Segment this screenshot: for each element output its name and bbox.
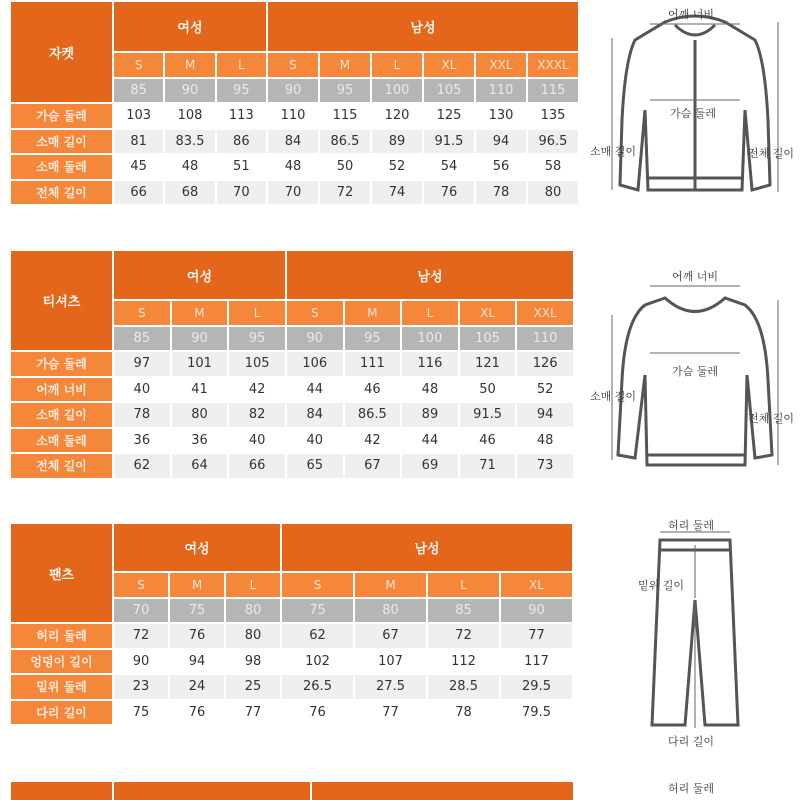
- measurement-value: 68: [165, 181, 214, 205]
- size-number: 115: [528, 79, 578, 102]
- measurement-value: 66: [114, 181, 163, 205]
- measurement-value: 112: [428, 650, 499, 674]
- measurement-value: 42: [345, 429, 401, 453]
- measurement-value: 76: [424, 181, 474, 205]
- row-label: 소매 둘레: [11, 155, 112, 179]
- measurement-value: 45: [114, 155, 163, 179]
- measurement-value: 62: [282, 624, 353, 648]
- measurement-value: 105: [229, 352, 285, 376]
- size-label: XL: [501, 573, 572, 597]
- measurement-value: 106: [287, 352, 343, 376]
- measurement-value: 103: [114, 104, 163, 128]
- measurement-value: 62: [114, 454, 170, 478]
- category-header: 팬츠: [11, 524, 112, 622]
- measurement-value: 97: [114, 352, 170, 376]
- size-number: 95: [320, 79, 370, 102]
- measurement-value: 98: [226, 650, 280, 674]
- measurement-value: 51: [217, 155, 266, 179]
- measurement-value: 48: [268, 155, 318, 179]
- measurement-value: 125: [424, 104, 474, 128]
- measurement-value: 101: [172, 352, 228, 376]
- row-label: 가슴 둘레: [11, 352, 112, 376]
- measurement-value: 25: [226, 675, 280, 699]
- jacket-chest-label: 가슴 둘레: [670, 107, 717, 120]
- tshirt-sleeve-label: 소매 길이: [590, 390, 637, 403]
- pants-icon: [620, 510, 800, 755]
- partial-women-header: [114, 782, 310, 800]
- pants-rise-label: 밑위 길이: [638, 579, 685, 592]
- size-number: 95: [229, 327, 285, 350]
- size-label: XXXL: [528, 53, 578, 77]
- measurement-value: 81: [114, 130, 163, 154]
- measurement-value: 76: [282, 701, 353, 725]
- measurement-value: 26.5: [282, 675, 353, 699]
- bottom-waist-label: 허리 둘레: [668, 782, 715, 795]
- measurement-value: 135: [528, 104, 578, 128]
- size-label: XXL: [517, 301, 573, 325]
- measurement-value: 73: [517, 454, 573, 478]
- size-label: M: [345, 301, 401, 325]
- size-label: M: [172, 301, 228, 325]
- measurement-value: 44: [287, 378, 343, 402]
- measurement-value: 36: [114, 429, 170, 453]
- size-number: 90: [268, 79, 318, 102]
- size-label: M: [355, 573, 426, 597]
- row-label: 밑위 둘레: [11, 675, 112, 699]
- size-label: S: [287, 301, 343, 325]
- row-label: 다리 길이: [11, 701, 112, 725]
- measurement-value: 77: [226, 701, 280, 725]
- size-label: M: [170, 573, 224, 597]
- size-number: 90: [165, 79, 214, 102]
- size-number: 95: [345, 327, 401, 350]
- measurement-value: 67: [355, 624, 426, 648]
- measurement-value: 126: [517, 352, 573, 376]
- jacket-total-label: 전체 길이: [748, 147, 795, 160]
- measurement-value: 23: [114, 675, 168, 699]
- size-label: L: [229, 301, 285, 325]
- size-number: 85: [114, 79, 163, 102]
- measurement-value: 107: [355, 650, 426, 674]
- measurement-value: 72: [320, 181, 370, 205]
- men-header: 남성: [268, 2, 578, 51]
- row-label: 어깨 너비: [11, 378, 112, 402]
- women-header: 여성: [114, 251, 285, 299]
- women-header: 여성: [114, 524, 280, 571]
- measurement-value: 89: [372, 130, 422, 154]
- category-header: 티셔츠: [11, 251, 112, 350]
- measurement-value: 40: [287, 429, 343, 453]
- measurement-value: 40: [114, 378, 170, 402]
- measurement-value: 27.5: [355, 675, 426, 699]
- measurement-value: 28.5: [428, 675, 499, 699]
- measurement-value: 48: [517, 429, 573, 453]
- measurement-value: 54: [424, 155, 474, 179]
- row-label: 소매 둘레: [11, 429, 112, 453]
- size-number: 95: [217, 79, 266, 102]
- size-label: L: [402, 301, 458, 325]
- size-table-2: [11, 524, 572, 724]
- row-label: 소매 길이: [11, 403, 112, 427]
- size-label: L: [428, 573, 499, 597]
- row-label: 소매 길이: [11, 130, 112, 154]
- measurement-value: 83.5: [165, 130, 214, 154]
- size-label: S: [282, 573, 353, 597]
- measurement-value: 36: [172, 429, 228, 453]
- size-label: S: [114, 53, 163, 77]
- measurement-value: 44: [402, 429, 458, 453]
- measurement-value: 108: [165, 104, 214, 128]
- partial-men-header: [312, 782, 573, 800]
- women-header: 여성: [114, 2, 266, 51]
- measurement-value: 66: [229, 454, 285, 478]
- size-number: 85: [428, 599, 499, 622]
- size-number: 110: [476, 79, 526, 102]
- size-number: 80: [355, 599, 426, 622]
- size-label: XXL: [476, 53, 526, 77]
- measurement-value: 84: [268, 130, 318, 154]
- row-label: 전체 길이: [11, 181, 112, 205]
- size-number: 90: [501, 599, 572, 622]
- pants-leg-label: 다리 길이: [668, 735, 715, 748]
- measurement-value: 56: [476, 155, 526, 179]
- pants-waist-label: 허리 둘레: [668, 519, 715, 532]
- size-number: 90: [172, 327, 228, 350]
- measurement-value: 69: [402, 454, 458, 478]
- measurement-value: 58: [528, 155, 578, 179]
- measurement-value: 96.5: [528, 130, 578, 154]
- measurement-value: 86.5: [320, 130, 370, 154]
- measurement-value: 72: [428, 624, 499, 648]
- measurement-value: 71: [460, 454, 516, 478]
- measurement-value: 102: [282, 650, 353, 674]
- size-number: 100: [372, 79, 422, 102]
- measurement-value: 115: [320, 104, 370, 128]
- measurement-value: 65: [287, 454, 343, 478]
- size-number: 100: [402, 327, 458, 350]
- pants-illustration: [620, 510, 800, 755]
- measurement-value: 67: [345, 454, 401, 478]
- measurement-value: 90: [114, 650, 168, 674]
- measurement-value: 121: [460, 352, 516, 376]
- measurement-value: 50: [320, 155, 370, 179]
- size-number: 90: [287, 327, 343, 350]
- measurement-value: 77: [501, 624, 572, 648]
- measurement-value: 113: [217, 104, 266, 128]
- measurement-value: 76: [170, 701, 224, 725]
- measurement-value: 72: [114, 624, 168, 648]
- row-label: 전체 길이: [11, 454, 112, 478]
- measurement-value: 78: [476, 181, 526, 205]
- measurement-value: 79.5: [501, 701, 572, 725]
- row-label: 엉덩이 길이: [11, 650, 112, 674]
- size-label: M: [165, 53, 214, 77]
- row-label: 허리 둘레: [11, 624, 112, 648]
- jacket-sleeve-label: 소매 길이: [590, 145, 637, 158]
- partial-corner-cell: [11, 782, 112, 800]
- size-label: XL: [424, 53, 474, 77]
- measurement-value: 74: [372, 181, 422, 205]
- size-number: 80: [226, 599, 280, 622]
- tshirt-shoulder-label: 어깨 너비: [672, 270, 719, 283]
- measurement-value: 76: [170, 624, 224, 648]
- measurement-value: 91.5: [460, 403, 516, 427]
- measurement-value: 24: [170, 675, 224, 699]
- size-label: L: [226, 573, 280, 597]
- measurement-value: 77: [355, 701, 426, 725]
- men-header: 남성: [282, 524, 572, 571]
- jacket-shoulder-label: 어깨 너비: [668, 8, 715, 21]
- size-label: S: [268, 53, 318, 77]
- measurement-value: 40: [229, 429, 285, 453]
- measurement-value: 50: [460, 378, 516, 402]
- size-number: 105: [424, 79, 474, 102]
- measurement-value: 46: [345, 378, 401, 402]
- measurement-value: 29.5: [501, 675, 572, 699]
- tshirt-illustration: [590, 260, 800, 475]
- measurement-value: 52: [517, 378, 573, 402]
- size-label: L: [217, 53, 266, 77]
- size-number: 75: [170, 599, 224, 622]
- men-header: 남성: [287, 251, 573, 299]
- size-number: 110: [517, 327, 573, 350]
- size-number: 105: [460, 327, 516, 350]
- size-table-1: [11, 251, 573, 478]
- measurement-value: 94: [170, 650, 224, 674]
- measurement-value: 84: [287, 403, 343, 427]
- size-label: XL: [460, 301, 516, 325]
- size-number: 70: [114, 599, 168, 622]
- size-label: S: [114, 573, 168, 597]
- measurement-value: 86: [217, 130, 266, 154]
- size-number: 75: [282, 599, 353, 622]
- measurement-value: 70: [217, 181, 266, 205]
- measurement-value: 89: [402, 403, 458, 427]
- measurement-value: 48: [165, 155, 214, 179]
- measurement-value: 78: [428, 701, 499, 725]
- size-label: L: [372, 53, 422, 77]
- tshirt-total-label: 전체 길이: [748, 412, 795, 425]
- measurement-value: 91.5: [424, 130, 474, 154]
- measurement-value: 46: [460, 429, 516, 453]
- measurement-value: 78: [114, 403, 170, 427]
- partial-size-table: [11, 782, 573, 800]
- category-header: 자켓: [11, 2, 112, 102]
- measurement-value: 94: [476, 130, 526, 154]
- measurement-value: 80: [528, 181, 578, 205]
- measurement-value: 110: [268, 104, 318, 128]
- measurement-value: 94: [517, 403, 573, 427]
- measurement-value: 64: [172, 454, 228, 478]
- measurement-value: 41: [172, 378, 228, 402]
- measurement-value: 111: [345, 352, 401, 376]
- measurement-value: 42: [229, 378, 285, 402]
- measurement-value: 130: [476, 104, 526, 128]
- size-number: 85: [114, 327, 170, 350]
- size-label: S: [114, 301, 170, 325]
- measurement-value: 52: [372, 155, 422, 179]
- jacket-illustration: [590, 0, 800, 215]
- tshirt-chest-label: 가슴 둘레: [672, 365, 719, 378]
- measurement-value: 82: [229, 403, 285, 427]
- measurement-value: 48: [402, 378, 458, 402]
- measurement-value: 80: [172, 403, 228, 427]
- size-label: M: [320, 53, 370, 77]
- measurement-value: 120: [372, 104, 422, 128]
- measurement-value: 117: [501, 650, 572, 674]
- measurement-value: 86.5: [345, 403, 401, 427]
- measurement-value: 116: [402, 352, 458, 376]
- size-table-0: [11, 2, 578, 204]
- row-label: 가슴 둘레: [11, 104, 112, 128]
- measurement-value: 70: [268, 181, 318, 205]
- measurement-value: 80: [226, 624, 280, 648]
- measurement-value: 75: [114, 701, 168, 725]
